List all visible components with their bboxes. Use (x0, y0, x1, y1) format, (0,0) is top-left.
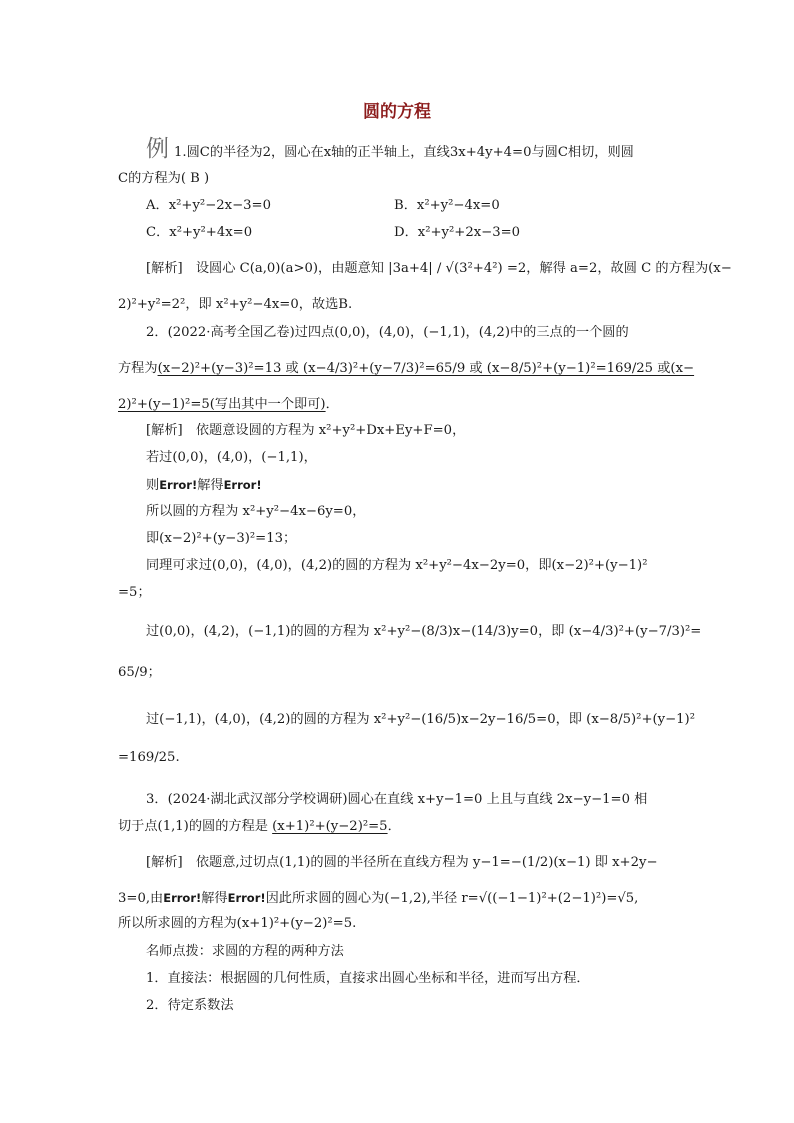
q2-answer-blank-cont: 2)²+(y−1)²=5(写出其中一个即可) (118, 397, 326, 412)
example-badge: 例 (146, 136, 169, 162)
q1-line1: 1.圆C的半径为2，圆心在x轴的正半轴上，直线3x+4y+4=0与圆C相切，则圆 (174, 145, 634, 160)
q2-answer-prefix: 方程为 (118, 361, 158, 376)
q2-solution-line2: 若过(0,0)，(4,0)，(−1,1)， (146, 450, 317, 465)
q1-line2: C的方程为( B ) (118, 171, 210, 186)
error-text: Error! (163, 891, 202, 905)
tips-item-2: 2．待定系数法 (146, 998, 234, 1013)
q2-solution-line3 (146, 475, 678, 496)
error-text: Error! (227, 891, 266, 905)
q2-solution-line11: =169/25. (118, 750, 180, 765)
error-text: Error! (159, 478, 198, 492)
q3-solution-line1: [解析] 依题意,过切点(1,1)的圆的半径所在直线方程为 y−1=−(1/2)(x−1) 即 x+2y− (146, 855, 658, 870)
q1-solution-line2: 2)²+y²=2²，即 x²+y²−4x=0，故选B. (118, 297, 353, 312)
q1-option-c: C．x²+y²+4x=0 (146, 225, 253, 240)
q1-solution-line1: [解析] 设圆心 C(a,0)(a>0)，由题意知 |3a+4| / √(3²+4²) =2，解得 a=2，故圆 C 的方程为(x− (146, 261, 732, 276)
q3-solution-text: 3=0,由 (118, 891, 164, 906)
q2-line2 (118, 359, 695, 379)
q1-option-a: A．x²+y²−2x−3=0 (146, 198, 271, 213)
q2-solution-line5: 即(x−2)²+(y−3)²=13； (146, 531, 297, 546)
q3-line1: 3．(2024·湖北武汉部分学校调研)圆心在直线 x+y−1=0 上且与直线 2x−y−1=0 相 (146, 792, 648, 807)
q3-solution-line3: 所以所求圆的方程为(x+1)²+(y−2)²=5. (118, 916, 357, 931)
q1-option-d: D．x²+y²+2x−3=0 (394, 225, 521, 240)
q3-solution-text: 因此所求圆的圆心为(−1,2),半径 r=√((−1−1)²+(2−1)²)=√5, (265, 891, 639, 906)
q2-solution-text: 则 (146, 478, 160, 493)
q2-line1: 2．(2022·高考全国乙卷)过四点(0,0)，(4,0)，(−1,1)，(4,2)中的三点的一个圆的 (146, 325, 629, 340)
page-title: 圆的方程 (363, 102, 431, 122)
q3-line2 (118, 817, 678, 837)
q2-solution-text: 解得 (197, 478, 224, 493)
q2-answer-suffix: ． (325, 397, 339, 412)
error-text: Error! (223, 478, 262, 492)
q3-answer-prefix: 切于点(1,1)的圆的方程是 (118, 819, 268, 834)
q1-option-b: B．x²+y²−4x=0 (394, 198, 500, 213)
q2-solution-line8: 过(0,0)，(4,2)，(−1,1)的圆的方程为 x²+y²−(8/3)x−(14/3)y=0，即 (x−4/3)²+(y−7/3)²= (146, 624, 702, 639)
q2-solution-line1: [解析] 依题意设圆的方程为 x²+y²+Dx+Ey+F=0， (146, 423, 466, 438)
tips-item-1: 1．直接法：根据圆的几何性质，直接求出圆心坐标和半径，进而写出方程． (146, 971, 590, 986)
q3-answer-suffix: ． (387, 819, 401, 834)
q3-solution-text: 解得 (201, 891, 228, 906)
q3-answer-blank: (x+1)²+(y−2)²=5 (272, 819, 388, 834)
q2-solution-line6: 同理可求过(0,0)，(4,0)，(4,2)的圆的方程为 x²+y²−4x−2y=0，即(x−2)²+(y−1)² (146, 558, 648, 573)
q2-answer-blank: (x−2)²+(y−3)²=13 或 (x−4/3)²+(y−7/3)²=65/9 或 (x−8/5)²+(y−1)²=169/25 或(x− (157, 361, 695, 376)
q2-solution-line4: 所以圆的方程为 x²+y²−4x−6y=0， (146, 504, 366, 519)
q2-solution-line10: 过(−1,1)，(4,0)，(4,2)的圆的方程为 x²+y²−(16/5)x−2y−16/5=0，即 (x−8/5)²+(y−1)² (146, 712, 695, 727)
tips-heading: 名师点拨：求圆的方程的两种方法 (146, 944, 344, 959)
q2-line3 (118, 395, 678, 415)
q2-solution-line7: =5； (118, 585, 151, 600)
q3-solution-line2 (118, 888, 678, 909)
q2-solution-line9: 65/9； (118, 665, 161, 680)
